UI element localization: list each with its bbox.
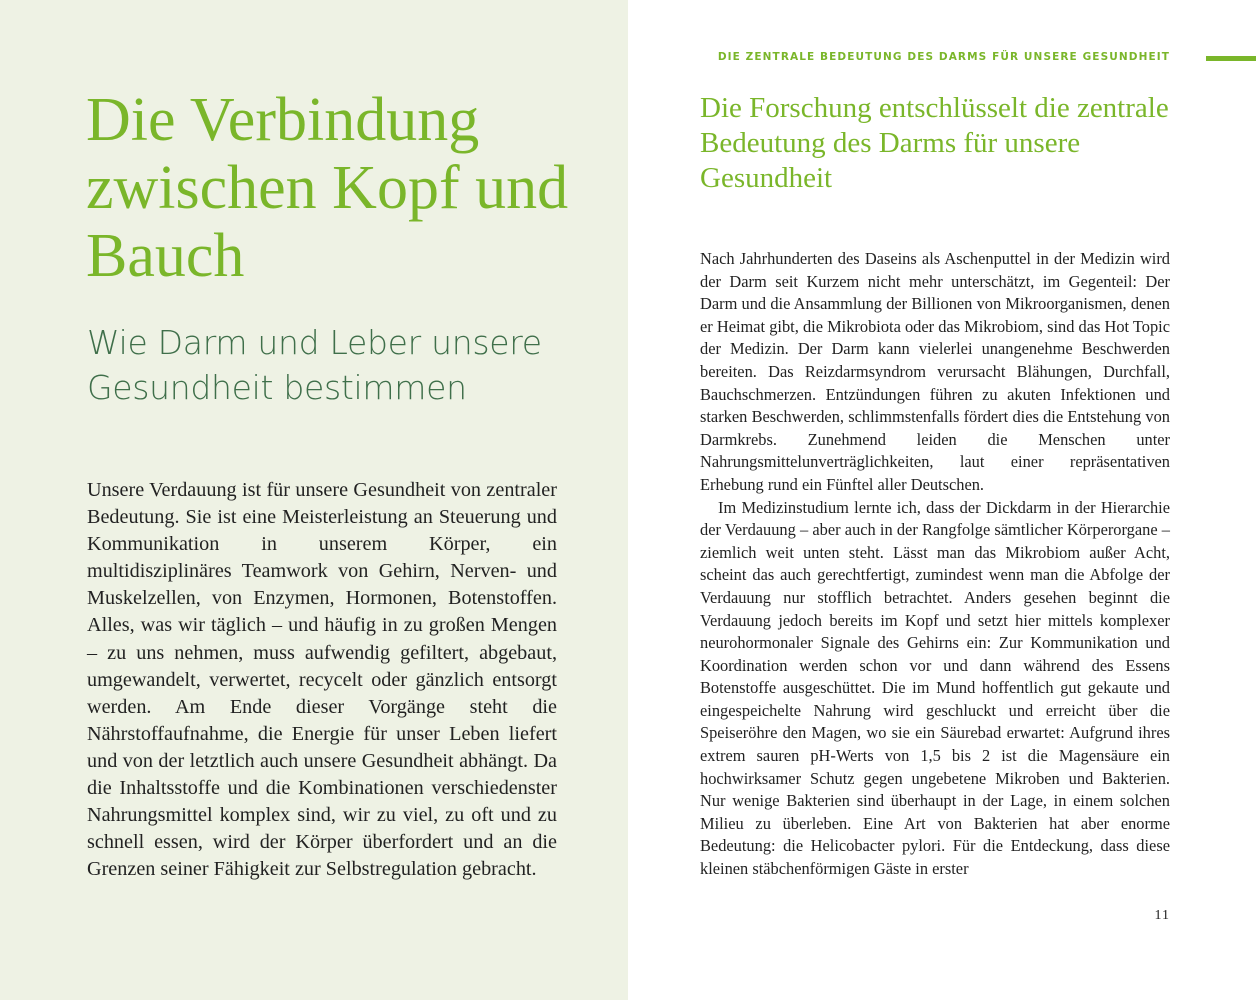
running-header: DIE ZENTRALE BEDEUTUNG DES DARMS FÜR UNSERE GESUNDHEIT [717, 51, 1170, 63]
page-number: 11 [1154, 908, 1170, 923]
body-paragraph-2: Im Medizinstudium lernte ich, dass der Dickdarm in der Hierarchie der Verdauung – aber auch in der Rangfolge sämtlicher Körperorgane – ziemlich weit unten steht. Lässt man das Mikrobiom außer Acht, scheint das auch gerechtfertigt, zumindest wenn man die Abfolge der Verdauung nur stofflich betrachtet. Anders gesehen beginnt die Verdauung jedoch bereits im Kopf und setzt hier mittels komplexer neurohormonaler Signale des Gehirns ein: Zur Kommunikation und Koordination werden schon vor und dann während des Essens Botenstoffe ausgeschüttet. Die im Mund hoffentlich gut gekaute und eingespeichelte Nahrung wird geschluckt und erreicht über die Speiseröhre den Magen, wo sie ein Säurebad erwartet: Aufgrund ihres extrem sauren pH-Werts von 1,5 bis 2 ist die Magensäure ein hochwirksamer Schutz gegen ungebetene Mikroben und Bakterien. Nur wenige Bakterien sind überhaupt in der Lage, in einem solchen Milieu zu überleben. Eine Art von Bakterien hat aber enorme Bedeutung: die Helicobacter pylori. Für die Entdeckung, dass diese kleinen stäbchenförmigen Gäste in erster [700, 497, 1170, 879]
section-heading: Die Forschung entschlüsselt die zentrale Bedeutung des Darms für unsere Gesundheit [700, 92, 1169, 194]
intro-paragraph: Unsere Verdauung ist für unsere Gesundheit von zentraler Bedeutung. Sie ist eine Meisterleistung an Steuerung und Kommunikation in unserem Körper, ein multidisziplinäres Teamwork von Gehirn, Nerven- und Muskelzellen, von Enzymen, Hormonen, Botenstoffen. Alles, was wir täglich – und häufig in zu großen Mengen – zu uns nehmen, muss aufwendig gefiltert, abgebaut, umgewandelt, verwertet, recycelt oder gänzlich entsorgt werden. Am Ende dieser Vorgänge steht die Nährstoffaufnahme, die Energie für unser Leben liefert und von der letztlich auch unsere Gesundheit abhängt. Da die Inhaltsstoffe und die Kombinationen verschiedenster Nahrungsmittel komplex sind, wir zu viel, zu oft und zu schnell essen, wird der Körper überfordert und an die Grenzen seiner Fähigkeit zur Selbstregulation gebracht. [87, 479, 557, 881]
header-accent-bar [1206, 56, 1256, 61]
chapter-subtitle: Wie Darm und Leber unsere Gesundheit bestimmen [87, 323, 542, 407]
right-page [628, 0, 1256, 1000]
body-text [700, 248, 1170, 881]
body-paragraph-1: Nach Jahrhunderten des Daseins als Aschenputtel in der Medizin wird der Darm seit Kurzem nicht mehr unterschätzt, im Gegenteil: Der Darm und die Ansammlung der Billionen von Mikroorganismen, denen er Heimat gibt, die Mikrobiota oder das Mikrobiom, sind das Hot Topic der Medizin. Der Darm kann vielerlei unangenehme Beschwerden bereiten. Das Reizdarmsyndrom verursacht Blähungen, Durchfall, Bauchschmerzen. Entzündungen führen zu akuten Infektionen und starken Beschwerden, schlimmstenfalls fördert dies die Entstehung von Darmkrebs. Zunehmend leiden die Menschen unter Nahrungsmittelunverträglichkeiten, laut einer repräsentativen Erhebung rund ein Fünftel aller Deutschen. [700, 249, 1170, 494]
chapter-title: Die Verbindung zwischen Kopf und Bauch [86, 86, 569, 290]
